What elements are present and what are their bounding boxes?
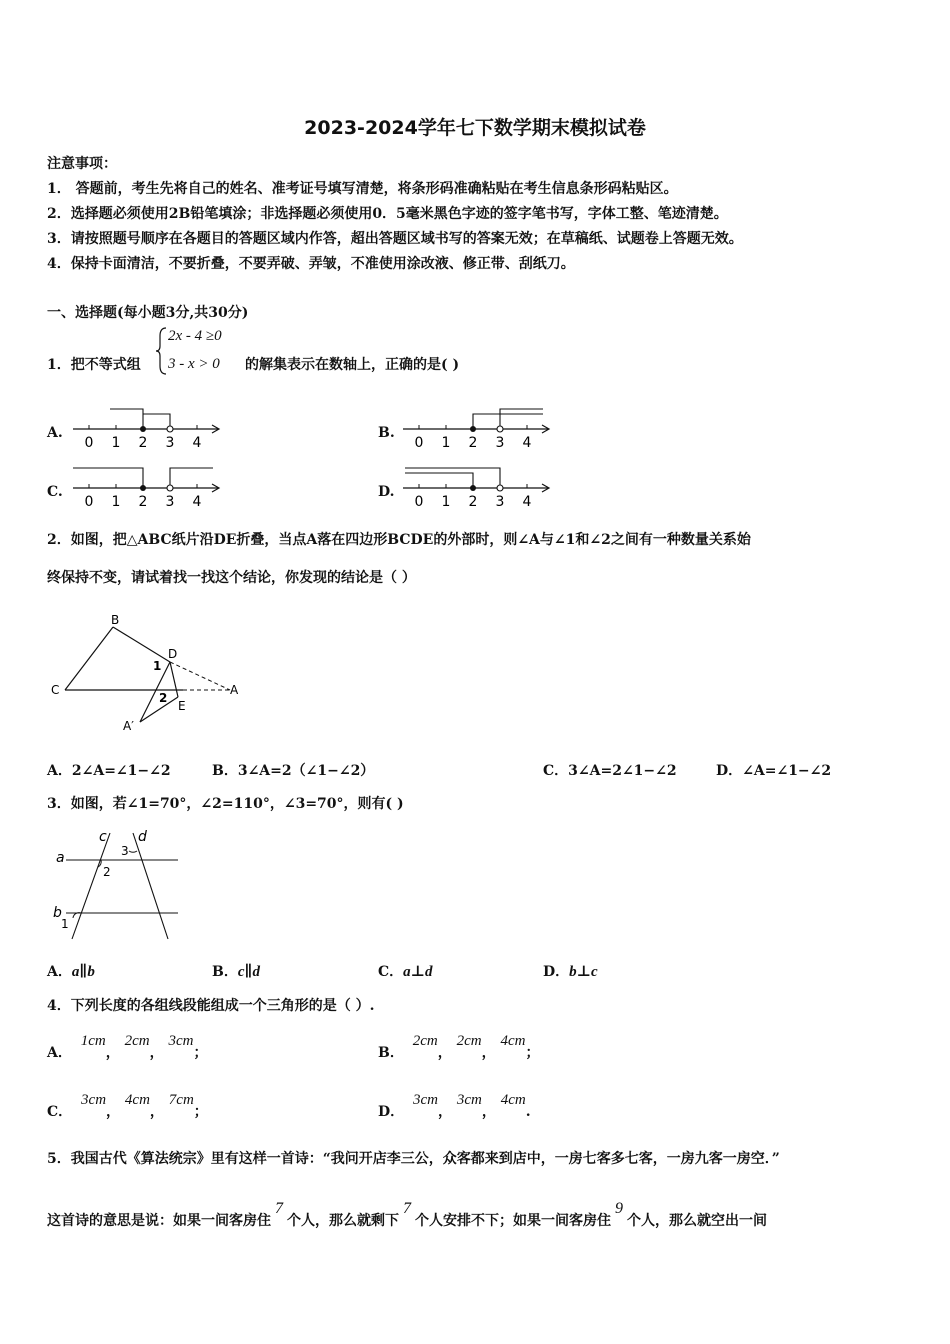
option-letter: B．	[378, 1045, 404, 1061]
q4-option-c	[47, 1089, 208, 1120]
label-e: E	[178, 699, 186, 713]
length-value: 1cm	[80, 1033, 106, 1049]
q5-stem-line-2	[47, 1200, 767, 1230]
separator: ，	[437, 1045, 452, 1061]
q4-option-b	[378, 1030, 540, 1061]
length-value: 3cm	[81, 1092, 107, 1108]
line-c-label: c	[99, 829, 107, 845]
tick-label: 2	[468, 435, 478, 451]
option-letter: A．	[47, 1045, 72, 1061]
length-value: 4cm	[124, 1092, 150, 1108]
q3-option-a	[47, 961, 95, 981]
length-value: 2cm	[124, 1033, 150, 1049]
q2-option-b: B．3∠A=2（∠1−∠2）	[212, 763, 375, 779]
q5-stem-line-1: 5．我国古代《算法统宗》里有这样一首诗：“我问开店李三公，众客都来到店中，一房七客多七客，一房九客一房空．”	[47, 1151, 780, 1167]
length-value: 4cm	[500, 1092, 526, 1108]
notice-item-1: 1． 答题前，考生先将自己的姓名、准考证号填写清楚，将条形码准确粘贴在考生信息条形码粘贴区。	[47, 181, 678, 197]
separator: ，	[149, 1045, 164, 1061]
page-title: 2023-2024学年七下数学期末模拟试卷	[304, 117, 646, 139]
tick-label: 4	[522, 494, 532, 510]
length-value: 3cm	[413, 1092, 439, 1108]
q1-numberline-c	[73, 461, 223, 511]
q2-stem-line-1: 2．如图，把△ABC纸片沿DE折叠，当点A落在四边形BCDE的外部时，则∠A与∠1和∠2之间有一种数量关系始	[47, 532, 751, 548]
text-part: 个人，那么就剩下	[287, 1213, 399, 1229]
q4-option-a	[47, 1030, 208, 1061]
option-letter: A．	[47, 964, 72, 980]
text-part: 个人，那么就空出一间	[627, 1213, 767, 1229]
tick-label: 0	[84, 435, 94, 451]
tick-label: 3	[495, 494, 505, 510]
option-letter: C．	[378, 964, 404, 980]
q1-option-a-label: A.	[47, 425, 63, 441]
q3-lines-figure	[50, 827, 190, 947]
q2-option-d: D．∠A=∠1−∠2	[716, 763, 832, 779]
q1-numberline-d	[403, 461, 553, 511]
length-value: 7cm	[168, 1092, 194, 1108]
q2-stem-line-2: 终保持不变，请试着找一找这个结论，你发现的结论是（ ）	[47, 570, 416, 586]
terminator: .	[525, 1104, 531, 1120]
q2-option-a: A．2∠A=∠1−∠2	[47, 763, 171, 779]
q1-numberline-a	[73, 402, 223, 452]
separator: ，	[481, 1045, 496, 1061]
text-part: 这首诗的意思是说：如果一间客房住	[47, 1213, 271, 1229]
line-b-label: b	[53, 905, 62, 921]
length-value: 4cm	[500, 1033, 526, 1049]
q4-option-d	[378, 1089, 531, 1120]
tick-label: 3	[165, 435, 175, 451]
label-d: D	[168, 647, 178, 661]
option-letter: C．	[47, 1104, 73, 1120]
q3-option-d	[543, 961, 598, 981]
length-value: 2cm	[412, 1033, 438, 1049]
tick-label: 1	[441, 494, 451, 510]
tick-label: 3	[165, 494, 175, 510]
angle-1-label: 1	[153, 659, 162, 673]
tick-label: 3	[495, 435, 505, 451]
q3-option-b	[212, 961, 260, 981]
number-7: 7	[403, 1200, 411, 1217]
terminator: ；	[525, 1045, 540, 1061]
tick-label: 0	[84, 494, 94, 510]
label-b: B	[111, 613, 120, 627]
tick-label: 2	[138, 494, 148, 510]
notice-heading: 注意事项：	[47, 156, 117, 172]
angle-3-label: 3	[121, 844, 129, 858]
tick-label: 0	[414, 494, 424, 510]
number-7: 7	[275, 1200, 283, 1217]
q4-stem: 4．下列长度的各组线段能组成一个三角形的是（ ）.	[47, 998, 375, 1014]
q1-inequality-2: 3 - x > 0	[168, 356, 220, 372]
tick-label: 4	[192, 494, 202, 510]
option-letter: D．	[543, 964, 570, 980]
q2-option-c: C．3∠A=2∠1−∠2	[543, 763, 677, 779]
q1-suffix: 的解集表示在数轴上，正确的是( )	[245, 357, 460, 373]
label-a-prime: A′	[123, 719, 134, 733]
separator: ，	[481, 1104, 496, 1120]
line-d-label: d	[138, 829, 147, 845]
label-a: A	[230, 683, 239, 697]
line-a-label: a	[56, 850, 65, 866]
tick-label: 4	[192, 435, 202, 451]
q3-option-c	[378, 961, 433, 981]
q1-prefix: 1．把不等式组	[47, 357, 141, 373]
tick-label: 2	[468, 494, 478, 510]
q1-option-c-label: C.	[47, 484, 63, 500]
option-answer: a⊥d	[403, 964, 433, 980]
length-value: 3cm	[456, 1092, 482, 1108]
tick-label: 4	[522, 435, 532, 451]
q2-triangle-figure	[45, 612, 255, 737]
q1-numberline-b	[403, 402, 553, 452]
option-letter: D．	[378, 1104, 405, 1120]
tick-label: 0	[414, 435, 424, 451]
q1-option-d-label: D.	[378, 484, 395, 500]
q3-stem: 3．如图，若∠1=70°，∠2=110°，∠3=70°，则有( )	[47, 796, 404, 812]
angle-2-label: 2	[103, 865, 111, 879]
notice-item-4: 4．保持卡面清洁，不要折叠，不要弄破、弄皱，不准使用涂改液、修正带、刮纸刀。	[47, 256, 575, 272]
terminator: ；	[193, 1045, 208, 1061]
option-answer: c∥d	[237, 964, 260, 980]
angle-1-label: 1	[61, 917, 69, 931]
label-c: C	[51, 683, 60, 697]
separator: ，	[105, 1045, 120, 1061]
notice-item-2: 2．选择题必须使用2B铅笔填涂；非选择题必须使用0．5毫米黑色字迹的签字笔书写，字体工整、笔迹清楚。	[47, 206, 728, 222]
tick-label: 1	[111, 435, 121, 451]
length-value: 2cm	[456, 1033, 482, 1049]
option-answer: a∥b	[71, 964, 95, 980]
option-answer: b⊥c	[569, 964, 598, 980]
length-value: 3cm	[168, 1033, 194, 1049]
tick-label: 2	[138, 435, 148, 451]
number-9: 9	[615, 1200, 623, 1217]
angle-2-label: 2	[159, 691, 168, 705]
section-heading: 一、选择题(每小题3分,共30分)	[47, 305, 249, 321]
q1-inequality-1: 2x - 4 ≥0	[168, 328, 222, 344]
separator: ，	[438, 1104, 453, 1120]
q1-option-b-label: B.	[378, 425, 395, 441]
separator: ，	[106, 1104, 121, 1120]
tick-label: 1	[111, 494, 121, 510]
text-part: 个人安排不下；如果一间客房住	[415, 1213, 611, 1229]
notice-item-3: 3．请按照题号顺序在各题目的答题区域内作答，超出答题区域书写的答案无效；在草稿纸、试题卷上答题无效。	[47, 231, 743, 247]
separator: ，	[149, 1104, 164, 1120]
terminator: ；	[193, 1104, 208, 1120]
q1-brace	[156, 326, 168, 376]
tick-label: 1	[441, 435, 451, 451]
option-letter: B．	[212, 964, 238, 980]
